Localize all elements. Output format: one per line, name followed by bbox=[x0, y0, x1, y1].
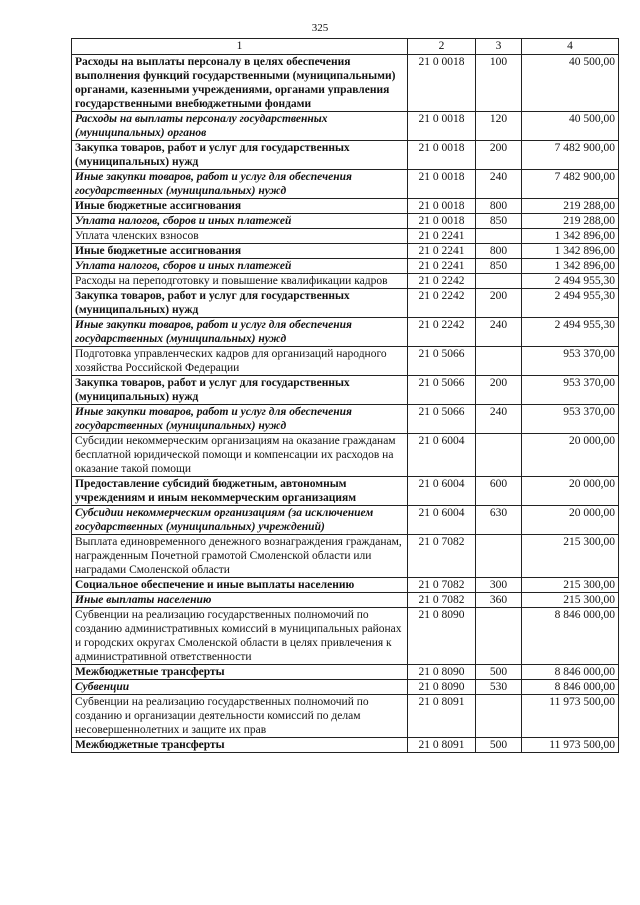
row-amount: 953 370,00 bbox=[522, 405, 619, 434]
row-code: 21 0 0018 bbox=[408, 55, 476, 112]
row-name: Уплата членских взносов bbox=[72, 229, 408, 244]
table-row bbox=[72, 112, 619, 141]
row-code: 21 0 2242 bbox=[408, 289, 476, 318]
table-row bbox=[72, 259, 619, 274]
row-name: Закупка товаров, работ и услуг для государственных (муниципальных) нужд bbox=[72, 376, 408, 405]
row-vr: 500 bbox=[476, 738, 522, 753]
table-row bbox=[72, 695, 619, 738]
row-code: 21 0 2241 bbox=[408, 229, 476, 244]
row-amount: 215 300,00 bbox=[522, 593, 619, 608]
page-number: 325 bbox=[311, 22, 329, 34]
row-amount: 20 000,00 bbox=[522, 434, 619, 477]
row-name: Социальное обеспечение и иные выплаты населению bbox=[72, 578, 408, 593]
row-name: Уплата налогов, сборов и иных платежей bbox=[72, 259, 408, 274]
table-row bbox=[72, 229, 619, 244]
row-amount: 215 300,00 bbox=[522, 535, 619, 578]
row-amount: 2 494 955,30 bbox=[522, 289, 619, 318]
row-vr: 200 bbox=[476, 289, 522, 318]
row-name: Субвенции bbox=[72, 680, 408, 695]
row-amount: 20 000,00 bbox=[522, 506, 619, 535]
row-vr: 500 bbox=[476, 665, 522, 680]
row-vr: 240 bbox=[476, 405, 522, 434]
row-amount: 953 370,00 bbox=[522, 376, 619, 405]
row-vr: 600 bbox=[476, 477, 522, 506]
row-vr: 800 bbox=[476, 244, 522, 259]
table-row bbox=[72, 141, 619, 170]
row-vr: 240 bbox=[476, 170, 522, 199]
row-code: 21 0 6004 bbox=[408, 477, 476, 506]
row-vr: 120 bbox=[476, 112, 522, 141]
table-row bbox=[72, 55, 619, 112]
row-amount: 40 500,00 bbox=[522, 55, 619, 112]
table-row bbox=[72, 376, 619, 405]
table-row bbox=[72, 214, 619, 229]
table-row bbox=[72, 434, 619, 477]
row-code: 21 0 0018 bbox=[408, 112, 476, 141]
row-amount: 2 494 955,30 bbox=[522, 274, 619, 289]
row-name: Иные закупки товаров, работ и услуг для обеспечения государственных (муниципальных) нужд bbox=[72, 318, 408, 347]
row-amount: 11 973 500,00 bbox=[522, 695, 619, 738]
row-vr: 360 bbox=[476, 593, 522, 608]
row-code: 21 0 2241 bbox=[408, 259, 476, 274]
row-code: 21 0 0018 bbox=[408, 214, 476, 229]
table-row bbox=[72, 680, 619, 695]
row-amount: 1 342 896,00 bbox=[522, 229, 619, 244]
table-row bbox=[72, 477, 619, 506]
row-code: 21 0 7082 bbox=[408, 593, 476, 608]
row-name: Выплата единовременного денежного вознаграждения гражданам, награжденным Почетной грамотой Смоленской области или наградами Смоленской области bbox=[72, 535, 408, 578]
budget-table bbox=[71, 38, 619, 753]
row-name: Субвенции на реализацию государственных полномочий по созданию и организации деятельности комиссий по делам несовершеннолетних и защите их прав bbox=[72, 695, 408, 738]
row-vr: 100 bbox=[476, 55, 522, 112]
row-vr bbox=[476, 608, 522, 665]
row-amount: 953 370,00 bbox=[522, 347, 619, 376]
table-row bbox=[72, 199, 619, 214]
row-code: 21 0 7082 bbox=[408, 535, 476, 578]
row-code: 21 0 6004 bbox=[408, 434, 476, 477]
header-amount: 4 bbox=[522, 39, 619, 55]
header-name: 1 bbox=[72, 39, 408, 55]
row-vr: 630 bbox=[476, 506, 522, 535]
row-code: 21 0 8091 bbox=[408, 738, 476, 753]
row-amount: 215 300,00 bbox=[522, 578, 619, 593]
table-body bbox=[72, 55, 619, 753]
row-name: Подготовка управленческих кадров для организаций народного хозяйства Российской Федерации bbox=[72, 347, 408, 376]
row-name: Иные бюджетные ассигнования bbox=[72, 244, 408, 259]
table-row bbox=[72, 318, 619, 347]
row-amount: 40 500,00 bbox=[522, 112, 619, 141]
row-code: 21 0 5066 bbox=[408, 405, 476, 434]
row-code: 21 0 0018 bbox=[408, 170, 476, 199]
table-row bbox=[72, 506, 619, 535]
row-code: 21 0 2242 bbox=[408, 274, 476, 289]
table-row bbox=[72, 244, 619, 259]
row-code: 21 0 2241 bbox=[408, 244, 476, 259]
table-row bbox=[72, 535, 619, 578]
row-code: 21 0 5066 bbox=[408, 376, 476, 405]
row-name: Субсидии некоммерческим организациям (за исключением государственных (муниципальных) учреждений) bbox=[72, 506, 408, 535]
row-vr: 300 bbox=[476, 578, 522, 593]
row-code: 21 0 6004 bbox=[408, 506, 476, 535]
row-name: Межбюджетные трансферты bbox=[72, 665, 408, 680]
row-vr bbox=[476, 274, 522, 289]
table-header-row bbox=[72, 39, 619, 55]
row-name: Иные выплаты населению bbox=[72, 593, 408, 608]
row-vr: 200 bbox=[476, 376, 522, 405]
row-code: 21 0 8090 bbox=[408, 680, 476, 695]
row-amount: 1 342 896,00 bbox=[522, 244, 619, 259]
row-name: Межбюджетные трансферты bbox=[72, 738, 408, 753]
row-amount: 1 342 896,00 bbox=[522, 259, 619, 274]
header-code: 2 bbox=[408, 39, 476, 55]
row-amount: 8 846 000,00 bbox=[522, 680, 619, 695]
row-vr bbox=[476, 434, 522, 477]
table-row bbox=[72, 593, 619, 608]
row-code: 21 0 0018 bbox=[408, 141, 476, 170]
row-name: Иные закупки товаров, работ и услуг для обеспечения государственных (муниципальных) нужд bbox=[72, 170, 408, 199]
table-row bbox=[72, 578, 619, 593]
table-row bbox=[72, 608, 619, 665]
row-name: Предоставление субсидий бюджетным, автономным учреждениям и иным некоммерческим организациям bbox=[72, 477, 408, 506]
row-vr: 850 bbox=[476, 214, 522, 229]
row-code: 21 0 8090 bbox=[408, 665, 476, 680]
row-code: 21 0 8091 bbox=[408, 695, 476, 738]
row-code: 21 0 0018 bbox=[408, 199, 476, 214]
row-vr: 800 bbox=[476, 199, 522, 214]
table-row bbox=[72, 289, 619, 318]
row-code: 21 0 2242 bbox=[408, 318, 476, 347]
row-vr bbox=[476, 535, 522, 578]
row-vr: 530 bbox=[476, 680, 522, 695]
row-amount: 2 494 955,30 bbox=[522, 318, 619, 347]
row-amount: 8 846 000,00 bbox=[522, 665, 619, 680]
table-row bbox=[72, 170, 619, 199]
row-name: Субвенции на реализацию государственных полномочий по созданию административных комиссий в муниципальных районах и городских округах Смоленской области в целях привлечения к административной ответственности bbox=[72, 608, 408, 665]
row-amount: 7 482 900,00 bbox=[522, 141, 619, 170]
row-vr bbox=[476, 347, 522, 376]
row-amount: 11 973 500,00 bbox=[522, 738, 619, 753]
table-row bbox=[72, 405, 619, 434]
row-name: Закупка товаров, работ и услуг для государственных (муниципальных) нужд bbox=[72, 141, 408, 170]
table-row bbox=[72, 738, 619, 753]
row-vr bbox=[476, 695, 522, 738]
row-name: Иные бюджетные ассигнования bbox=[72, 199, 408, 214]
row-amount: 7 482 900,00 bbox=[522, 170, 619, 199]
row-name: Расходы на переподготовку и повышение квалификации кадров bbox=[72, 274, 408, 289]
row-vr: 200 bbox=[476, 141, 522, 170]
table-row bbox=[72, 274, 619, 289]
row-amount: 219 288,00 bbox=[522, 199, 619, 214]
row-name: Субсидии некоммерческим организациям на оказание гражданам бесплатной юридической помощи и компенсации их расходов на оказание такой помощи bbox=[72, 434, 408, 477]
row-name: Иные закупки товаров, работ и услуг для обеспечения государственных (муниципальных) нужд bbox=[72, 405, 408, 434]
row-amount: 219 288,00 bbox=[522, 214, 619, 229]
table-row bbox=[72, 665, 619, 680]
row-code: 21 0 8090 bbox=[408, 608, 476, 665]
row-amount: 8 846 000,00 bbox=[522, 608, 619, 665]
row-amount: 20 000,00 bbox=[522, 477, 619, 506]
header-vr: 3 bbox=[476, 39, 522, 55]
row-vr bbox=[476, 229, 522, 244]
row-code: 21 0 7082 bbox=[408, 578, 476, 593]
table-row bbox=[72, 347, 619, 376]
row-name: Уплата налогов, сборов и иных платежей bbox=[72, 214, 408, 229]
row-vr: 850 bbox=[476, 259, 522, 274]
row-name: Расходы на выплаты персоналу государственных (муниципальных) органов bbox=[72, 112, 408, 141]
row-vr: 240 bbox=[476, 318, 522, 347]
row-name: Расходы на выплаты персоналу в целях обеспечения выполнения функций государственными (муниципальными) органами, казенными учреждениями, органами управления государственными внебюджетными фондами bbox=[72, 55, 408, 112]
row-name: Закупка товаров, работ и услуг для государственных (муниципальных) нужд bbox=[72, 289, 408, 318]
row-code: 21 0 5066 bbox=[408, 347, 476, 376]
